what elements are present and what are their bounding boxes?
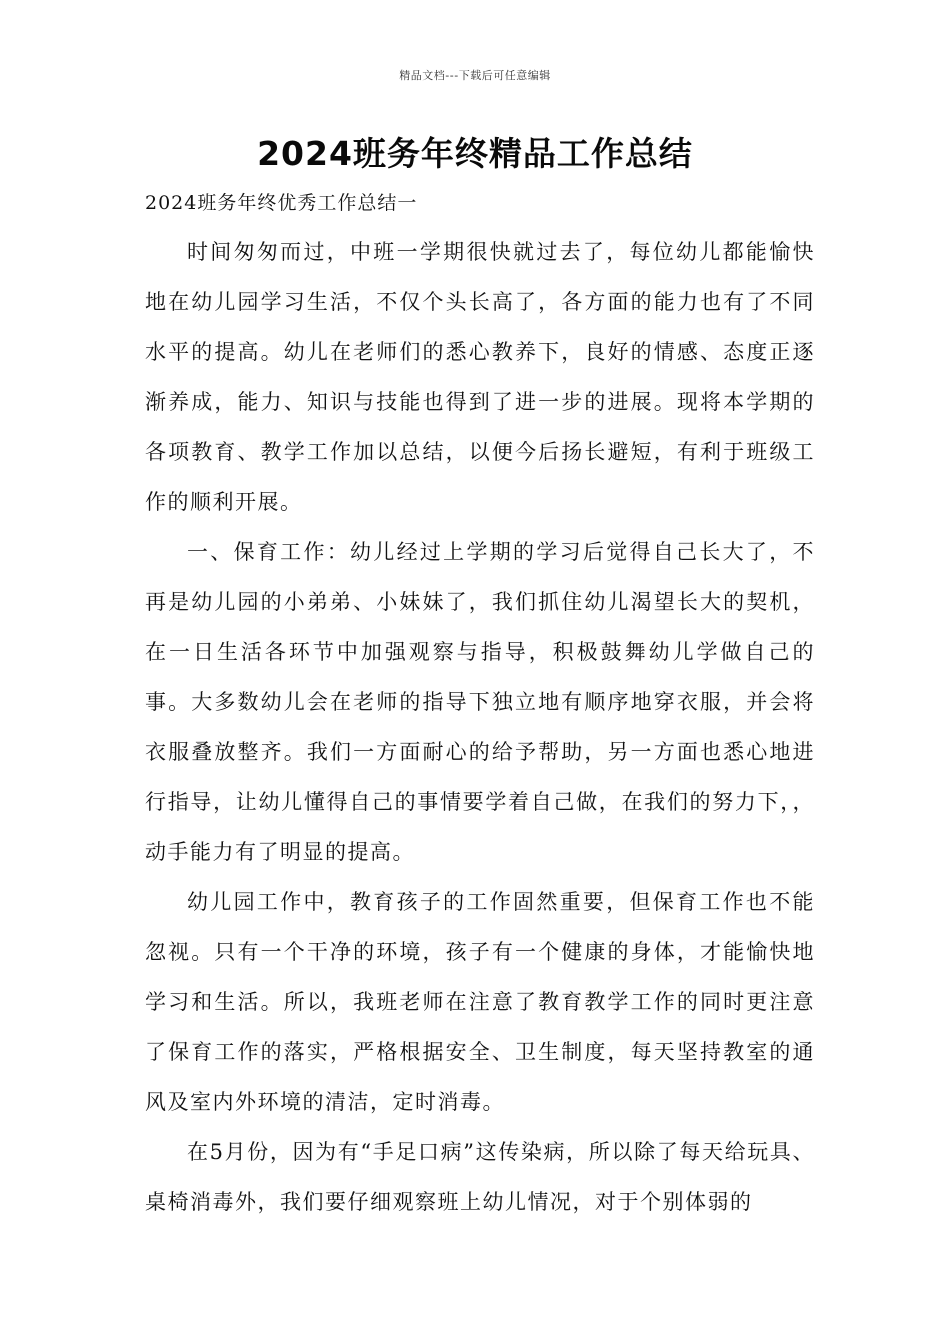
paragraph: 一、保育工作：幼儿经过上学期的学习后觉得自己长大了，不再是幼儿园的小弟弟、小妹妹了，我们抓住幼儿渴望长大的契机，在一日生活各环节中加强观察与指导，积极鼓舞幼儿学做自己的事。大多数幼儿会在老师的指导下独立地有顺序地穿衣服，并会将衣服叠放整齐。我们一方面耐心的给予帮助，另一方面也悉心地进行指导，让幼儿懂得自己的事情要学着自己做，在我们的努力下，，动手能力有了明显的提高。 xyxy=(145,540,815,864)
document-title: 2024班务年终精品工作总结 xyxy=(257,134,693,173)
page-header-note: 精品文档---下载后可任意编辑 xyxy=(399,69,551,82)
paragraph: 时间匆匆而过，中班一学期很快就过去了，每位幼儿都能愉快地在幼儿园学习生活，不仅个头长高了，各方面的能力也有了不同水平的提高。幼儿在老师们的悉心教养下，良好的情感、态度正逐渐养成，能力、知识与技能也得到了进一步的进展。现将本学期的各项教育、教学工作加以总结，以便今后扬长避短，有利于班级工作的顺利开展。 xyxy=(145,240,815,514)
paragraph: 在5月份，因为有“手足口病”这传染病，所以除了每天给玩具、桌椅消毒外，我们要仔细观察班上幼儿情况，对于个别体弱的 xyxy=(145,1140,815,1214)
document-body xyxy=(145,227,815,1227)
document-subtitle: 2024班务年终优秀工作总结一 xyxy=(145,192,418,214)
paragraph: 幼儿园工作中，教育孩子的工作固然重要，但保育工作也不能忽视。只有一个干净的环境，孩子有一个健康的身体，才能愉快地学习和生活。所以，我班老师在注意了教育教学工作的同时更注意了保育工作的落实，严格根据安全、卫生制度，每天坚持教室的通风及室内外环境的清洁，定时消毒。 xyxy=(145,890,815,1114)
